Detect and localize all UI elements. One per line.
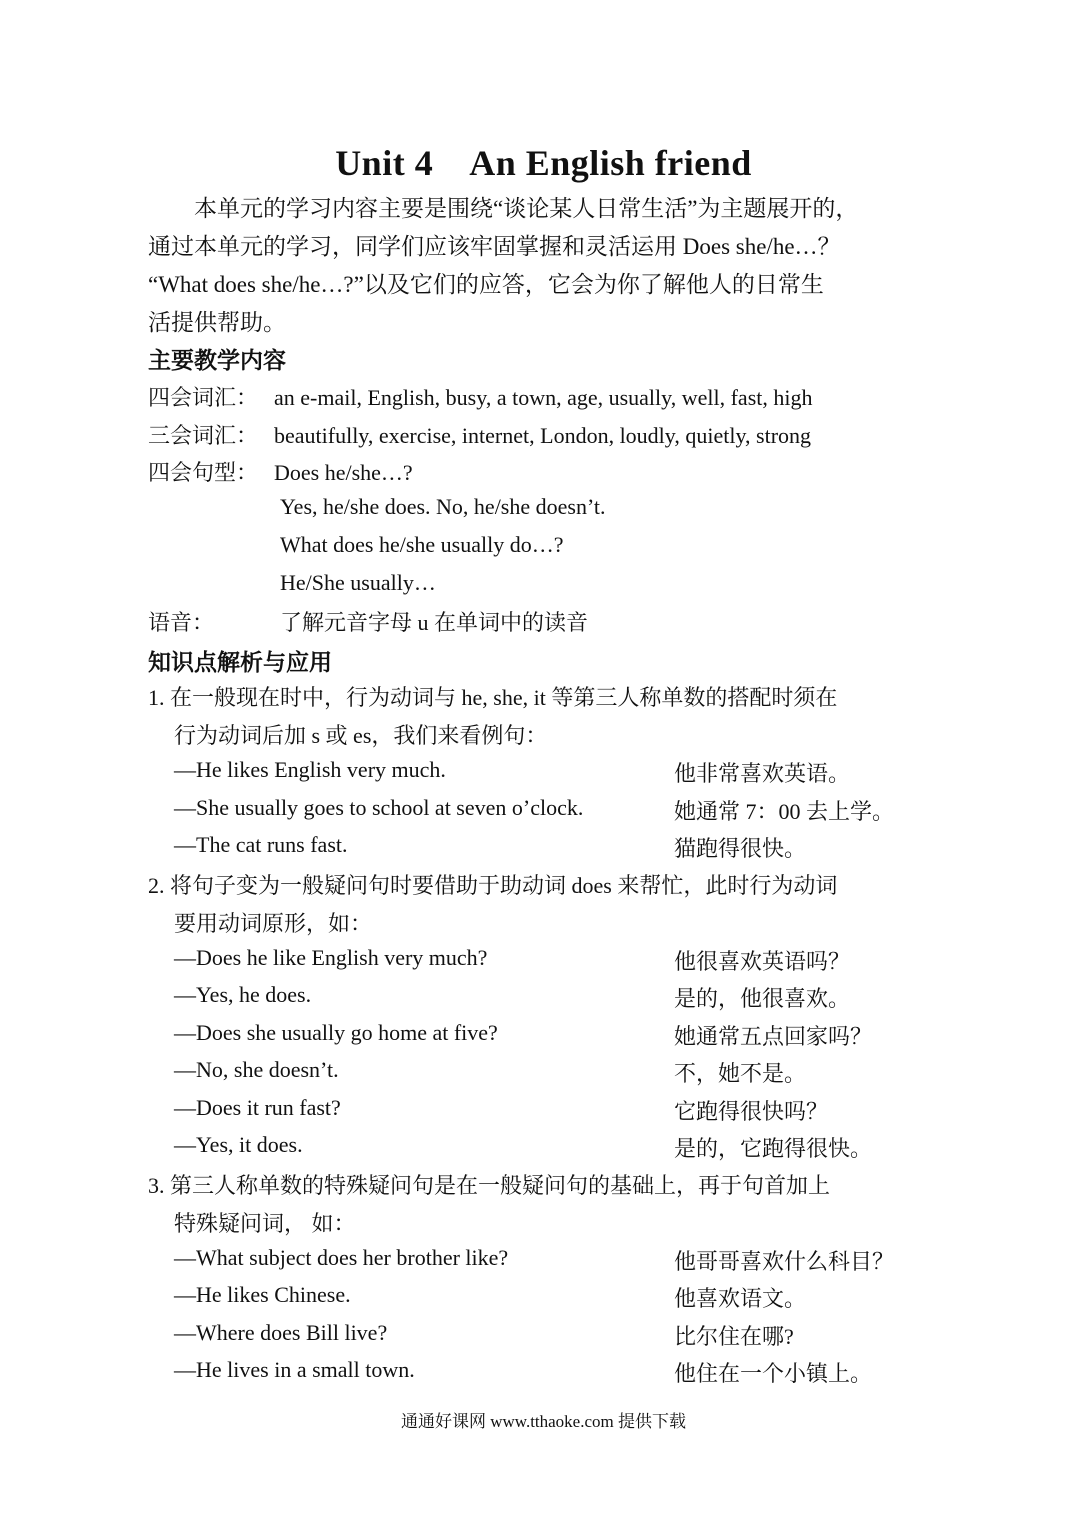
intro-line: “What does she/he…?”以及它们的应答，它会为你了解他人的日常生 [148, 272, 824, 297]
phonetics-label: 语音： [148, 610, 215, 635]
sentence-patterns [148, 456, 413, 487]
example-zh: 猫跑得很快。 [674, 836, 807, 861]
example-zh: 她通常 7：00 去上学。 [674, 799, 895, 824]
section-heading-main-content: 主要教学内容 [148, 348, 286, 373]
example-en: —He likes Chinese. [174, 1282, 351, 1307]
example-en: —She usually goes to school at seven o’clock. [174, 795, 584, 820]
point-3-text: 3. 第三人称单数的特殊疑问句是在一般疑问句的基础上，再于句首加上 [148, 1173, 831, 1198]
example-zh: 他喜欢语文。 [674, 1286, 807, 1311]
example-zh: 它跑得很快吗？ [674, 1099, 829, 1124]
four-skill-vocabulary [148, 381, 812, 412]
pattern-text: What does he/she usually do…? [280, 532, 564, 557]
example-zh: 他哥哥喜欢什么科目？ [674, 1249, 895, 1274]
example-zh: 是的，它跑得很快。 [674, 1136, 873, 1161]
vocab-label: 四会词汇： [148, 385, 259, 410]
example-zh: 他很喜欢英语吗？ [674, 949, 851, 974]
point-2-text: 要用动词原形，如： [174, 911, 373, 936]
intro-paragraph [148, 190, 948, 342]
phonetics [148, 606, 588, 637]
example-zh: 不，她不是。 [674, 1061, 807, 1086]
pattern-text: Yes, he/she does. No, he/she doesn’t. [280, 494, 606, 519]
example-en: —Does he like English very much? [174, 945, 488, 970]
intro-line: 活提供帮助。 [148, 310, 286, 335]
example-en: —He likes English very much. [174, 757, 446, 782]
example-zh: 他住在一个小镇上。 [674, 1361, 873, 1386]
phonetics-text: 了解元音字母 u 在单词中的读音 [280, 610, 589, 635]
example-en: —Yes, it does. [174, 1132, 303, 1157]
example-en: —What subject does her brother like? [174, 1245, 509, 1270]
vocab-text: beautifully, exercise, internet, London, loudly, quietly, strong [274, 423, 812, 448]
three-skill-vocabulary [148, 419, 811, 450]
example-en: —Does she usually go home at five? [174, 1020, 498, 1045]
example-zh: 比尔住在哪? [674, 1324, 794, 1349]
point-2-text: 2. 将句子变为一般疑问句时要借助于助动词 does 来帮忙，此时行为动词 [148, 873, 838, 898]
page-title: Unit 4 An English friend [335, 143, 752, 183]
point-3-text: 特殊疑问词， 如： [174, 1211, 356, 1236]
intro-line: 通过本单元的学习，同学们应该牢固掌握和灵活运用 Does she/he…？ [148, 234, 841, 259]
example-zh: 她通常五点回家吗？ [674, 1024, 873, 1049]
example-en: —No, she doesn’t. [174, 1057, 339, 1082]
vocab-text: an e-mail, English, busy, a town, age, usually, well, fast, high [274, 385, 813, 410]
example-en: —He lives in a small town. [174, 1357, 415, 1382]
patterns-label: 四会句型： [148, 460, 259, 485]
section-heading-knowledge-points: 知识点解析与应用 [148, 650, 332, 675]
example-zh: 他非常喜欢英语。 [674, 761, 851, 786]
example-en: —Yes, he does. [174, 982, 312, 1007]
page-footer: 通通好课网 www.tthaoke.com 提供下载 [400, 1412, 687, 1431]
point-1-text: 1. 在一般现在时中，行为动词与 he, she, it 等第三人称单数的搭配时须在 [148, 685, 838, 710]
example-en: —Does it run fast? [174, 1095, 341, 1120]
intro-line: 本单元的学习内容主要是围绕“谈论某人日常生活”为主题展开的， [194, 196, 859, 221]
example-en: —The cat runs fast. [174, 832, 348, 857]
pattern-text: He/She usually… [280, 570, 436, 595]
example-zh: 是的，他很喜欢。 [674, 986, 851, 1011]
example-en: —Where does Bill live? [174, 1320, 388, 1345]
point-1-text: 行为动词后加 s 或 es，我们来看例句： [174, 723, 548, 748]
pattern-text: Does he/she…? [274, 460, 413, 485]
vocab-label: 三会词汇： [148, 423, 259, 448]
